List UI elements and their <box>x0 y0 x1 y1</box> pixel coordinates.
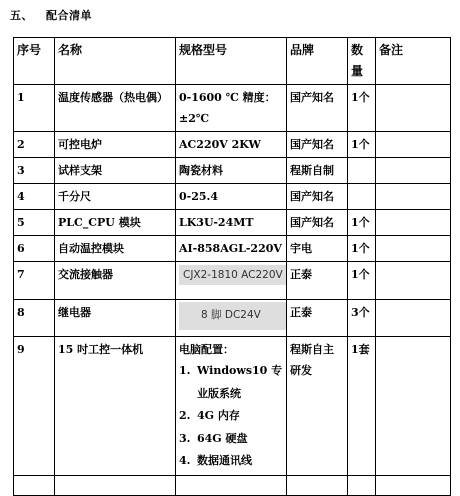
cell-quantity: 1个 <box>348 85 376 132</box>
cell-spec <box>176 300 287 337</box>
cell-remarks <box>376 236 451 262</box>
table-row <box>14 475 451 495</box>
cell-brand: 正泰 <box>287 300 348 337</box>
cell-quantity: 1个 <box>348 210 376 236</box>
header-remarks: 备注 <box>376 38 451 85</box>
cell-serial: 2 <box>14 132 55 158</box>
table-row <box>14 262 451 300</box>
cell-serial: 6 <box>14 236 55 262</box>
cell-quantity: 3个 <box>348 300 376 337</box>
cell-remarks <box>376 262 451 300</box>
list-item: 3. 64G 硬盘 <box>179 431 248 445</box>
cell-remarks <box>376 158 451 184</box>
config-list <box>179 360 283 473</box>
cell-serial: 1 <box>14 85 55 132</box>
header-quantity: 数量 <box>348 38 376 85</box>
header-name: 名称 <box>55 38 176 85</box>
cell-brand: 正泰 <box>287 262 348 300</box>
cell-brand: 国产知名 <box>287 210 348 236</box>
cell-quantity <box>348 475 376 495</box>
cell-name: PLC_CPU 模块 <box>55 210 176 236</box>
cell-remarks <box>376 475 451 495</box>
cell-spec: 0-1600 ℃ 精度：±2℃ <box>176 85 287 132</box>
config-heading: 电脑配置： <box>179 343 234 356</box>
cell-brand: 国产知名 <box>287 132 348 158</box>
cell-quantity: 1个 <box>348 132 376 158</box>
cell-quantity: 1个 <box>348 236 376 262</box>
list-item: 2. 4G 内存 <box>179 409 240 422</box>
table-row <box>14 300 451 337</box>
table-row <box>14 132 451 158</box>
cell-remarks <box>376 337 451 476</box>
cell-spec: AI-858AGL-220V <box>176 236 287 262</box>
spec-highlight: 8 脚 DC24V <box>179 302 287 330</box>
cell-name: 千分尺 <box>55 184 176 210</box>
cell-quantity: 1套 <box>348 337 376 476</box>
cell-quantity <box>348 158 376 184</box>
section-number: 五、 <box>10 9 33 22</box>
table-row <box>14 337 451 476</box>
cell-serial: 9 <box>14 337 55 476</box>
cell-spec <box>176 475 287 495</box>
section-heading: 配合清单 <box>46 9 92 22</box>
cell-spec <box>176 262 287 300</box>
cell-serial: 7 <box>14 262 55 300</box>
cell-brand: 程斯自制 <box>287 158 348 184</box>
cell-spec: 陶瓷材料 <box>176 158 287 184</box>
cell-name: 温度传感器（热电偶） <box>55 85 176 132</box>
table-row <box>14 236 451 262</box>
cell-spec <box>176 337 287 476</box>
cell-name <box>55 475 176 495</box>
cell-quantity <box>348 184 376 210</box>
table-row <box>14 184 451 210</box>
table-row <box>14 85 451 132</box>
cell-brand: 程斯自主研发 <box>287 337 348 476</box>
cell-name: 自动温控模块 <box>55 236 176 262</box>
header-serial: 序号 <box>14 38 55 85</box>
cell-remarks <box>376 132 451 158</box>
cell-serial: 3 <box>14 158 55 184</box>
cell-serial <box>14 475 55 495</box>
cell-serial: 4 <box>14 184 55 210</box>
section-title <box>10 7 92 23</box>
spec-highlight: CJX2-1810 AC220V <box>179 265 287 285</box>
cell-brand: 宇电 <box>287 236 348 262</box>
bill-of-materials-table <box>13 37 451 496</box>
cell-remarks <box>376 85 451 132</box>
list-item: 1. Windows10 专业版系统 <box>179 364 283 400</box>
table-row <box>14 158 451 184</box>
table-row <box>14 210 451 236</box>
cell-brand <box>287 475 348 495</box>
header-spec: 规格型号 <box>176 38 287 85</box>
cell-brand: 国产知名 <box>287 85 348 132</box>
cell-name: 交流接触器 <box>55 262 176 300</box>
header-brand: 品牌 <box>287 38 348 85</box>
cell-remarks <box>376 210 451 236</box>
cell-name: 试样支架 <box>55 158 176 184</box>
cell-serial: 8 <box>14 300 55 337</box>
cell-remarks <box>376 184 451 210</box>
cell-serial: 5 <box>14 210 55 236</box>
cell-brand: 国产知名 <box>287 184 348 210</box>
cell-spec: 0-25.4 <box>176 184 287 210</box>
cell-spec: AC220V 2KW <box>176 132 287 158</box>
cell-quantity: 1个 <box>348 262 376 300</box>
list-item: 4. 数据通讯线 <box>179 454 252 467</box>
cell-remarks <box>376 300 451 337</box>
cell-name: 15 吋工控一体机 <box>55 337 176 476</box>
cell-spec: LK3U-24MT <box>176 210 287 236</box>
cell-name: 可控电炉 <box>55 132 176 158</box>
cell-name: 继电器 <box>55 300 176 337</box>
table-header-row <box>14 38 451 85</box>
